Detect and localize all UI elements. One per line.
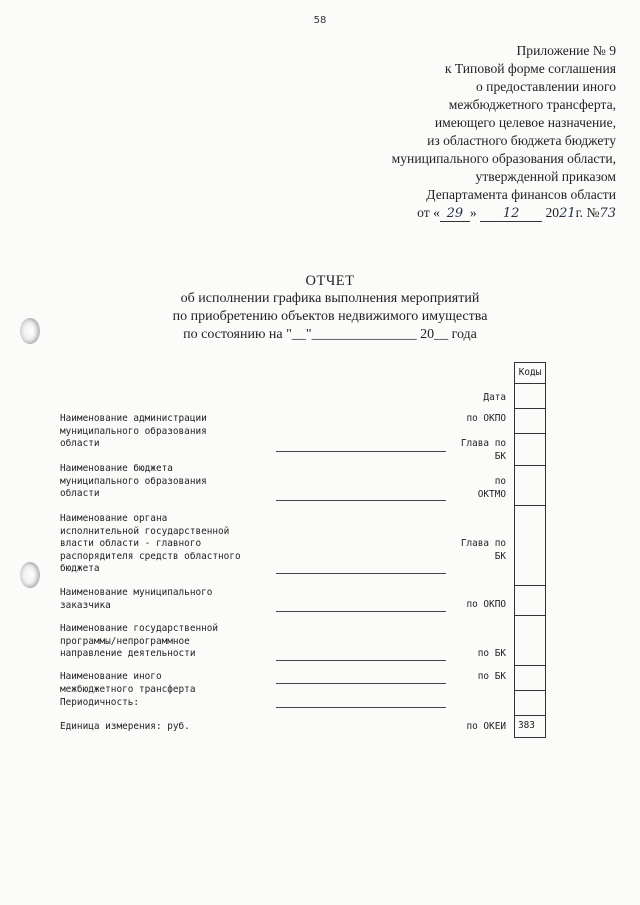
form-row-label: Единица измерения: руб. [60,721,190,732]
form-row-label: Наименование государственной программы/непрограммное направление деятельности [60,623,219,660]
report-subtitle-line: об исполнении графика выполнения мероприятий [180,291,480,306]
form-row-code: по ОКПО [466,599,506,610]
form-row-fill-line [276,500,446,501]
appendix-line: муниципального образования области, [391,151,616,166]
form-row-fill-line [276,573,446,574]
form-row-fill-line [276,611,446,612]
order-year-prefix: 20 [545,205,560,220]
order-prefix: от « [417,205,440,220]
appendix-line: Приложение № 9 [516,43,616,58]
form-row-code: по БК [477,648,506,659]
form-row-fill-line [276,707,446,708]
appendix-line: утвержденной приказом [475,169,616,184]
form-row-code: по ОКЕИ [466,721,506,732]
order-number-handwritten: 73 [599,206,616,221]
appendix-line: о предоставлении иного [475,79,616,94]
order-number-prefix: г. № [575,205,600,220]
date-code-cell [514,384,546,409]
form-row-code: по ОКПО Глава по БК [460,413,506,462]
appendix-line: имеющего целевое назначение, [434,115,616,130]
report-title-block [130,272,530,344]
date-label: Дата [483,392,506,403]
form-row-label: Наименование администрации муниципального образования области [60,413,207,450]
periodicity-code-cell [514,691,546,716]
report-subtitle-line: по состоянию на "__"_______________ 20__ года [183,327,477,342]
report-subtitle-line: по приобретению объектов недвижимого имущества [172,309,488,324]
okei-code-cell [514,716,546,738]
appendix-line: из областного бюджета бюджету [427,133,616,148]
punch-hole-mark [20,318,40,344]
form-row-fill-line [276,451,446,452]
form-row-label: Наименование иного межбюджетного трансферта [60,671,196,695]
order-year-handwritten: 21 [559,206,576,221]
order-day-handwritten: 29 [440,206,470,222]
codes-header: Коды [518,367,542,378]
codes-header-cell [514,362,546,384]
form-row-code: Глава по БК [460,538,506,562]
glava-bk-2-code-cell [514,506,546,586]
okpo-code-cell [514,409,546,434]
form-row-fill-line [276,660,446,661]
appendix-header [256,42,616,223]
report-title: ОТЧЕТ [305,273,355,289]
okei-value: 383 [518,720,535,731]
order-month-handwritten: 12 [480,206,542,222]
order-quote-close: » [469,205,477,220]
appendix-line: к Типовой форме соглашения [444,61,616,76]
form-row-code: по ОКТМО [477,476,506,500]
page-number: 58 [313,15,327,26]
appendix-line: межбюджетного трансферта, [448,97,616,112]
form-row-label: Наименование муниципального заказчика [60,587,213,611]
form-row-label: Наименование бюджета муниципального образования области [60,463,207,500]
form-row-label: Наименование органа исполнительной государственной власти области - главного распорядителя средств областного бюджета [60,513,241,575]
punch-hole-mark [20,562,40,588]
form-row-label: Периодичность: [60,697,140,708]
oktmo-code-cell [514,466,546,506]
form-row-code: по БК [477,671,506,682]
okpo-2-code-cell [514,586,546,616]
bk-code-cell [514,616,546,666]
glava-bk-code-cell [514,434,546,466]
appendix-line: Департамента финансов области [426,187,616,202]
form-row-fill-line [276,683,446,684]
bk-2-code-cell [514,666,546,691]
order-date-line [256,204,616,223]
